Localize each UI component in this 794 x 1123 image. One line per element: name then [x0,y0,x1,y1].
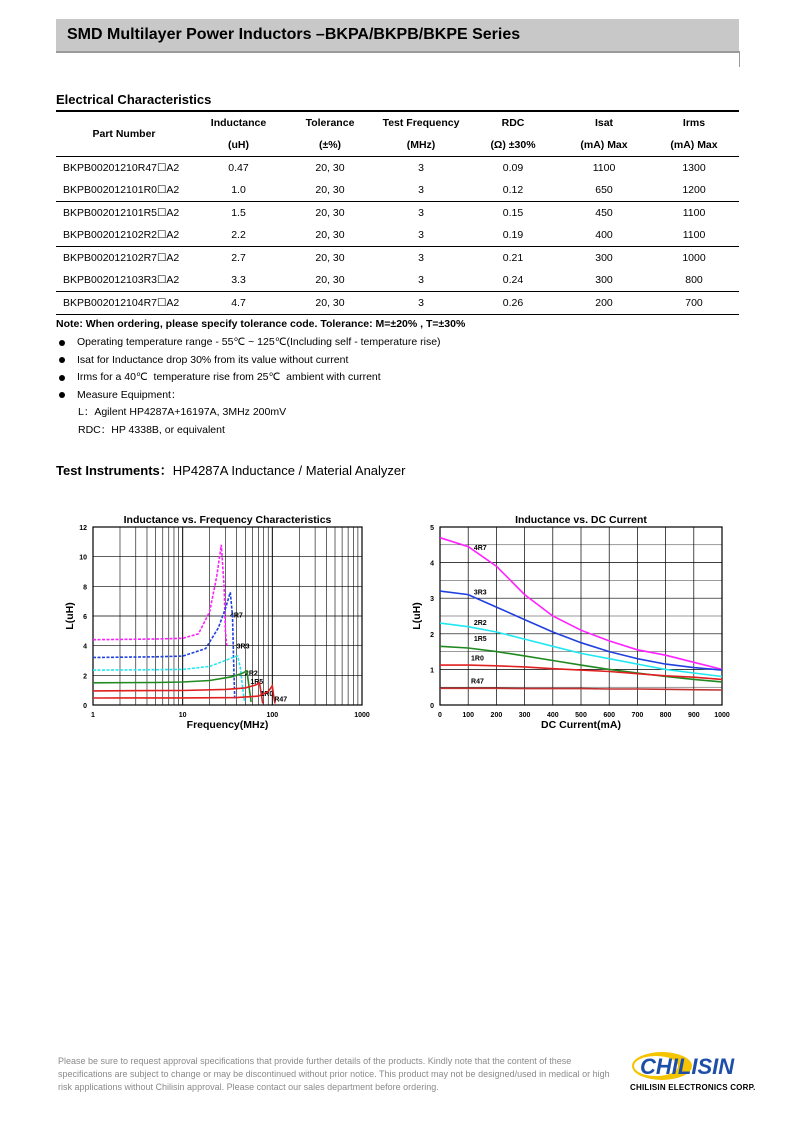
cell-rdc: 0.21 [467,247,559,270]
cell-part-number: BKPB002012104R7☐A2 [56,292,192,315]
cell-isat: 400 [595,229,613,241]
series-label-2r2: 2R2 [473,619,487,627]
electrical-heading: Electrical Characteristics [56,92,212,107]
y-tick-label: 8 [83,584,87,592]
series-label-1r0: 1R0 [260,691,274,699]
series-label-3r3: 3R3 [473,589,487,597]
col-rdc-unit: (Ω) ±30% [467,134,559,157]
x-axis-label: DC Current(mA) [541,719,621,731]
bullet-icon [59,340,65,346]
col-part-number: Part Number [56,111,192,157]
cell-irms: 1100 [649,202,739,225]
inductance-vs-dc-current-chart [410,505,740,745]
chart-title: Inductance vs. Frequency Characteristics [123,514,332,526]
y-tick-label: 3 [430,596,434,604]
table-row [56,224,739,247]
cell-isat: 650 [595,184,613,196]
y-tick-label: 2 [83,673,87,681]
series-label-3r3: 3R3 [236,643,250,651]
header-bar [56,19,739,53]
x-tick-label: 900 [687,712,700,719]
cell-tolerance: 20, 30 [315,184,345,196]
bullet-text: Measure Equipment： [77,388,182,401]
x-tick-label: 500 [575,712,587,719]
cell-part-number: BKPB002012101R5☐A2 [56,202,192,225]
ordering-note: Note: When ordering, please specify tolerance code. Tolerance: M=±20% , T=±30% [56,318,466,330]
bullet-icon [59,392,65,398]
cell-test-frequency: 3 [418,274,424,286]
cell-tolerance: 20, 30 [285,292,375,315]
test-instruments [56,460,405,479]
cell-tolerance: 20, 30 [315,274,345,286]
inductance-vs-frequency-chart [56,505,376,745]
series-label-r47: R47 [471,678,484,686]
cell-test-frequency: 3 [375,292,467,315]
series-label-r47: R47 [274,696,288,704]
cell-inductance: 3.3 [231,274,246,286]
table-header-row [56,111,739,134]
y-tick-label: 1 [430,667,434,675]
y-tick-label: 5 [430,525,434,532]
cell-rdc: 0.09 [502,162,524,174]
logo-brand: CHILISIN [640,1054,735,1079]
page-title: SMD Multilayer Power Inductors –BKPA/BKPB/BKPE Series [67,26,521,43]
col-irms-unit: (mA) Max [649,134,739,157]
bullet-item [56,369,441,387]
col-rdc: RDC [467,111,559,134]
cell-rdc: 0.12 [502,184,524,196]
bullet-icon [59,375,65,381]
cell-irms: 1200 [682,184,706,196]
bullet-text: Operating temperature range - 55℃ ~ 125℃(Including self - temperature rise) [77,336,441,348]
series-label-4r7: 4R7 [473,545,487,553]
chart-title: Inductance vs. DC Current [515,514,647,526]
x-tick-label: 1 [91,712,95,719]
cell-part-number: BKPB002012102R2☐A2 [63,229,180,241]
col-isat: Isat [559,111,649,134]
cell-isat: 450 [559,202,649,225]
x-axis-label: Frequency(MHz) [186,719,269,731]
bullet-icon [59,357,65,363]
cell-rdc: 0.24 [502,274,524,286]
cell-irms: 1000 [649,247,739,270]
x-tick-label: 100 [462,712,475,719]
cell-test-frequency: 3 [418,184,424,196]
y-tick-label: 2 [430,631,434,639]
y-tick-label: 10 [79,554,87,562]
x-tick-label: 800 [659,712,672,719]
table-row [56,179,739,202]
bullet-text: Irms for a 40℃ temperature rise from 25℃ ambient with current [77,371,381,383]
table-row [56,269,739,292]
col-inductance: Inductance [192,111,285,134]
cell-part-number: BKPB00201210R47☐A2 [63,162,180,174]
table-row [56,292,739,315]
y-axis-label: L(uH) [64,602,76,630]
y-axis-label: L(uH) [411,602,423,630]
electrical-table [56,110,739,315]
cell-part-number: BKPB002012101R0☐A2 [63,184,180,196]
chilisin-logo [626,1048,766,1098]
col-inductance-unit: (uH) [192,134,285,157]
table-row [56,247,739,270]
cell-tolerance: 20, 30 [285,247,375,270]
cell-tolerance: 20, 30 [315,229,345,241]
test-instruments-value: HP4287A Inductance / Material Analyzer [172,463,406,478]
table-row [56,202,739,225]
y-tick-label: 0 [430,703,434,710]
cell-test-frequency: 3 [418,229,424,241]
x-tick-label: 10 [178,712,187,719]
test-instruments-label: Test Instruments： [56,463,173,478]
cell-test-frequency: 3 [375,247,467,270]
header-divider [739,51,740,67]
series-label-2r2: 2R2 [244,670,258,678]
cell-rdc: 0.15 [467,202,559,225]
cell-irms: 1300 [682,162,706,174]
cell-inductance: 2.2 [231,229,246,241]
table-row [56,157,739,180]
cell-rdc: 0.19 [502,229,524,241]
cell-irms: 1100 [682,229,706,241]
spec-bullets [56,334,441,439]
x-tick-label: 1000 [354,712,370,719]
x-tick-label: 300 [518,712,531,719]
x-tick-label: 0 [438,712,442,719]
series-label-1r0: 1R0 [471,655,484,663]
equipment-line: RDC：HP 4338B, or equivalent [78,423,225,436]
y-tick-label: 4 [83,643,87,651]
cell-inductance: 1.5 [192,202,285,225]
logo-corp-name: CHILISIN ELECTRONICS CORP. [630,1083,756,1092]
footer-disclaimer: Please be sure to request approval specifications that provide further details of the products. Kindly note that the content of these specifications are subject to change or may be discontinued without prior notice. This product may not be designed/used in medical or high risk applications without Chilisin approval. Please contact our sales department before ordering. [58,1056,610,1092]
cell-inductance: 0.47 [228,162,249,174]
cell-inductance: 1.0 [231,184,246,196]
cell-part-number: BKPB002012102R7☐A2 [56,247,192,270]
cell-part-number: BKPB002012103R3☐A2 [63,274,180,286]
cell-tolerance: 20, 30 [315,162,345,174]
cell-inductance: 4.7 [192,292,285,315]
y-tick-label: 12 [79,525,87,532]
cell-isat: 300 [595,274,613,286]
x-tick-label: 700 [631,712,644,719]
cell-tolerance: 20, 30 [285,202,375,225]
series-label-1r5: 1R5 [473,635,487,643]
x-tick-label: 600 [603,712,616,719]
col-test-frequency-unit: (MHz) [375,134,467,157]
equipment-line: L：Agilent HP4287A+16197A, 3MHz 200mV [78,406,287,418]
series-line-r47 [93,686,275,704]
y-tick-label: 4 [430,560,434,568]
x-tick-label: 200 [490,712,503,719]
x-tick-label: 400 [546,712,559,719]
cell-irms: 800 [685,274,703,286]
col-test-frequency: Test Frequency [375,111,467,134]
bullet-item [56,387,441,405]
col-isat-unit: (mA) Max [559,134,649,157]
cell-isat: 1100 [592,162,616,174]
cell-irms: 700 [649,292,739,315]
bullet-item [56,352,441,370]
cell-inductance: 2.7 [192,247,285,270]
col-irms: Irms [649,111,739,134]
series-line-1r0 [93,683,263,704]
col-tolerance-unit: (±%) [285,134,375,157]
cell-isat: 200 [559,292,649,315]
bullet-item [56,334,441,352]
y-tick-label: 0 [83,703,87,710]
y-tick-label: 6 [83,614,87,621]
cell-rdc: 0.26 [467,292,559,315]
col-tolerance: Tolerance [285,111,375,134]
series-label-4r7: 4R7 [229,612,243,620]
cell-test-frequency: 3 [375,202,467,225]
series-line-4r7 [93,545,227,646]
series-label-1r5: 1R5 [250,679,264,687]
cell-isat: 300 [559,247,649,270]
bullet-text: Isat for Inductance drop 30% from its value without current [77,353,349,366]
x-tick-label: 100 [266,712,279,719]
logo-mark [626,1048,766,1084]
cell-test-frequency: 3 [418,162,424,174]
x-tick-label: 1000 [714,712,730,719]
